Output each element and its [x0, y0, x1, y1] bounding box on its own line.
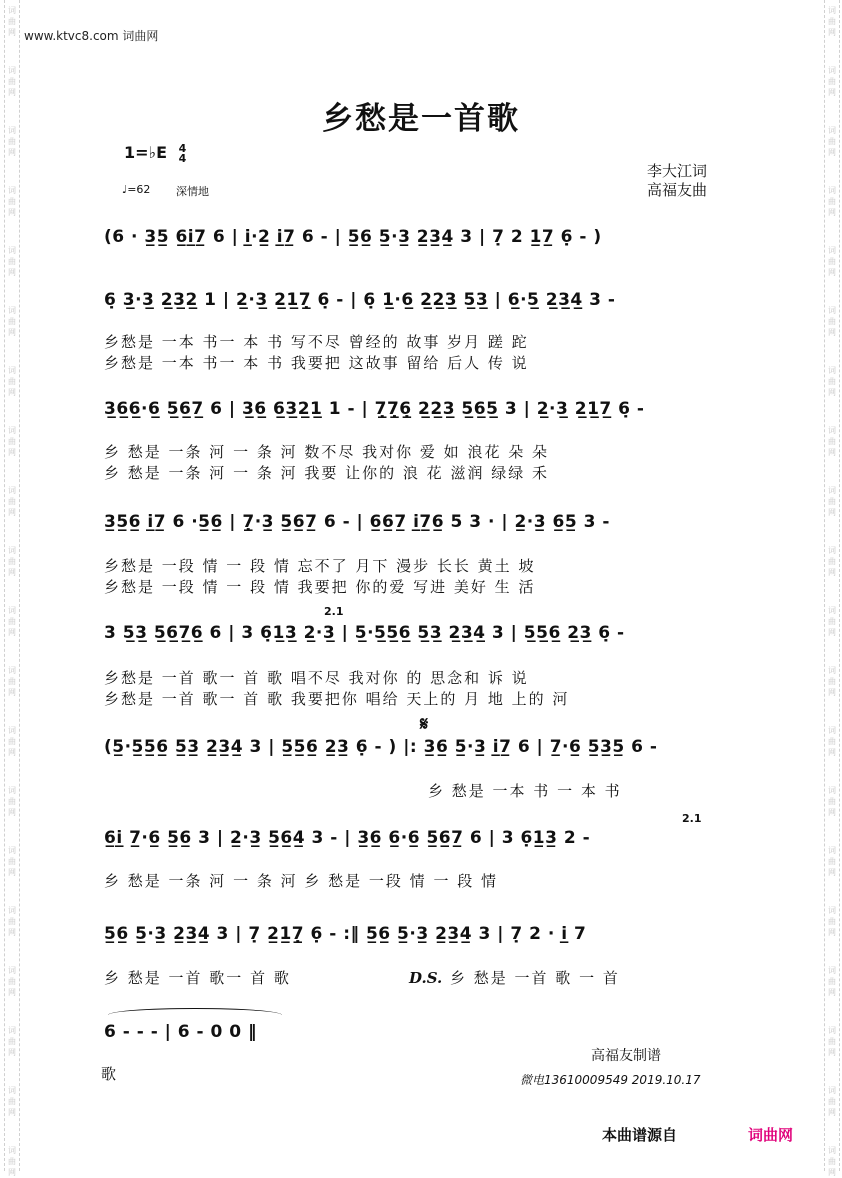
watermark-char: 网: [828, 388, 836, 397]
watermark-char: 网: [828, 1108, 836, 1117]
watermark-char: 曲: [8, 977, 16, 986]
watermark-char: 词: [8, 186, 16, 195]
watermark-char: 词: [828, 966, 836, 975]
watermark-char: 词: [8, 666, 16, 675]
watermark-char: 曲: [828, 1157, 836, 1166]
watermark-char: 网: [8, 748, 16, 757]
watermark-char: 词: [828, 546, 836, 555]
tempo-marking: ♩=62: [122, 183, 151, 196]
watermark-char: 网: [8, 688, 16, 697]
watermark-char: 曲: [828, 377, 836, 386]
watermark-char: 网: [828, 88, 836, 97]
watermark-char: 网: [828, 328, 836, 337]
system-1-notes: (6 · 3̲5̲ 6̲i̲7̲ 6 | i̲·2̲ i̲7̲ 6 - | 5̲6̲ 5̲·3̲ 2̲3̲4̲ 3 | 7̣ 2 1̲7̲ 6̣ - ): [104, 227, 602, 247]
watermark-char: 词: [828, 426, 836, 435]
watermark-char: 网: [828, 628, 836, 637]
watermark-char: 曲: [828, 497, 836, 506]
system-5-notes: 3 5̲3̲ 5̲6̲7̲6̲ 6 | 3 6̣1̲3̲ 2̲·3̲ | 5̲·5̲5̲6̲ 5̲3̲ 2̲3̲4̲ 3 | 5̲5̲6̲ 2̲3̲ 6̣ -: [104, 623, 625, 643]
watermark-char: 词: [828, 66, 836, 75]
watermark-char: 网: [828, 268, 836, 277]
watermark-char: 词: [8, 306, 16, 315]
tie-final: [108, 1008, 282, 1015]
system-7-notes: 6̲i̲ 7̲·6̲ 5̲6̲ 3 | 2̲·3̲ 5̲6̲4̲ 3 - | 3̲6̲ 6̲·6̲ 5̲6̲7̲ 6 | 3 6̣1̲3̲ 2 -: [104, 828, 591, 848]
watermark-char: 曲: [8, 1037, 16, 1046]
watermark-char: 曲: [8, 377, 16, 386]
watermark-char: 网: [8, 1108, 16, 1117]
watermark-char: 曲: [828, 677, 836, 686]
system-6-lyrics: 乡 愁是 一本 书 一 本 书: [428, 782, 622, 800]
watermark-char: 网: [828, 148, 836, 157]
watermark-char: 网: [8, 268, 16, 277]
watermark-char: 网: [8, 328, 16, 337]
watermark-char: 曲: [8, 617, 16, 626]
key-label: 1=♭E: [124, 143, 168, 162]
watermark-char: 曲: [8, 437, 16, 446]
watermark-char: 词: [828, 666, 836, 675]
source-brand-link[interactable]: 词曲网: [748, 1126, 794, 1144]
watermark-char: 曲: [828, 77, 836, 86]
system-9-lyrics: 歌: [101, 1065, 117, 1083]
left-watermark-strip: [4, 0, 20, 1177]
watermark-char: 网: [828, 28, 836, 37]
system-7-lyrics: 乡 愁是 一条 河 一 条 河 乡 愁是 一段 情 一 段 情: [104, 872, 498, 890]
watermark-char: 词: [828, 726, 836, 735]
watermark-char: 词: [8, 606, 16, 615]
watermark-char: 曲: [8, 557, 16, 566]
watermark-char: 网: [8, 868, 16, 877]
watermark-char: 网: [8, 208, 16, 217]
time-signature: [179, 144, 187, 164]
watermark-char: 网: [828, 928, 836, 937]
watermark-char: 曲: [828, 857, 836, 866]
watermark-char: 网: [828, 748, 836, 757]
watermark-char: 曲: [828, 557, 836, 566]
watermark-char: 网: [828, 448, 836, 457]
watermark-char: 网: [8, 28, 16, 37]
system-4-lyrics-verse-2: 乡愁是 一段 情 一 段 情 我要把 你的爱 写进 美好 生 活: [104, 578, 536, 596]
system-5-lyrics-verse-1: 乡愁是 一首 歌一 首 歌 唱不尽 我对你 的 思念和 诉 说: [104, 669, 529, 687]
watermark-char: 曲: [828, 437, 836, 446]
watermark-char: 曲: [8, 257, 16, 266]
watermark-char: 词: [8, 726, 16, 735]
key-signature: [124, 143, 186, 164]
watermark-char: 网: [828, 808, 836, 817]
watermark-char: 曲: [828, 1037, 836, 1046]
watermark-char: 词: [8, 966, 16, 975]
watermark-char: 网: [828, 508, 836, 517]
system-8-notes: 5̲6̲ 5̲·3̲ 2̲3̲4̲ 3 | 7̣ 2̲1̲7̣̲ 6̣ - :‖ 5̲6̲ 5̲·3̲ 2̲3̲4̲ 3 | 7̣ 2 · i̲ 7: [104, 924, 587, 944]
system-8-lyrics-b: 乡 愁是 一首 歌 一 首: [450, 969, 620, 987]
watermark-char: 曲: [828, 137, 836, 146]
contact-and-date: 微电13610009549 2019.10.17: [520, 1073, 701, 1087]
watermark-char: 曲: [8, 677, 16, 686]
watermark-char: 曲: [8, 77, 16, 86]
ending-bracket-1: 2.1: [324, 605, 344, 618]
watermark-char: 网: [8, 388, 16, 397]
watermark-char: 网: [8, 448, 16, 457]
watermark-char: 网: [828, 988, 836, 997]
lyricist: 李大江词: [647, 162, 708, 180]
composer: 高福友曲: [647, 181, 708, 199]
watermark-char: 词: [828, 1146, 836, 1155]
watermark-char: 网: [8, 568, 16, 577]
watermark-char: 词: [8, 1146, 16, 1155]
watermark-char: 词: [8, 246, 16, 255]
system-5-lyrics-verse-2: 乡愁是 一首 歌一 首 歌 我要把你 唱给 天上的 月 地 上的 河: [104, 690, 570, 708]
watermark-char: 曲: [828, 317, 836, 326]
watermark-char: 曲: [828, 917, 836, 926]
right-watermark-strip: [824, 0, 840, 1177]
watermark-char: 曲: [8, 797, 16, 806]
watermark-char: 网: [828, 1048, 836, 1057]
watermark-char: 曲: [8, 317, 16, 326]
watermark-char: 词: [8, 366, 16, 375]
watermark-char: 词: [828, 486, 836, 495]
watermark-char: 词: [8, 426, 16, 435]
watermark-char: 网: [8, 148, 16, 157]
system-2-lyrics-verse-2: 乡愁是 一本 书一 本 书 我要把 这故事 留给 后人 传 说: [104, 354, 529, 372]
watermark-char: 词: [828, 1086, 836, 1095]
credits: [647, 162, 707, 200]
watermark-char: 词: [828, 366, 836, 375]
watermark-char: 曲: [828, 797, 836, 806]
watermark-char: 曲: [8, 737, 16, 746]
system-3-lyrics-verse-2: 乡 愁是 一条 河 一 条 河 我要 让你的 浪 花 滋润 绿绿 禾: [104, 464, 549, 482]
watermark-char: 曲: [828, 17, 836, 26]
watermark-char: 词: [828, 306, 836, 315]
watermark-char: 词: [828, 126, 836, 135]
watermark-char: 词: [828, 6, 836, 15]
system-4-lyrics-verse-1: 乡愁是 一段 情 一 段 情 忘不了 月下 漫步 长长 黄土 坡: [104, 557, 536, 575]
watermark-char: 曲: [8, 197, 16, 206]
watermark-char: 网: [828, 1168, 836, 1177]
watermark-char: 网: [8, 988, 16, 997]
mood-marking: 深情地: [176, 185, 209, 198]
watermark-char: 曲: [8, 917, 16, 926]
watermark-char: 词: [828, 786, 836, 795]
watermark-char: 词: [8, 1026, 16, 1035]
system-3-lyrics-verse-1: 乡 愁是 一条 河 一 条 河 数不尽 我对你 爱 如 浪花 朵 朵: [104, 443, 549, 461]
source-label: 本曲谱源自: [602, 1126, 678, 1144]
watermark-char: 网: [8, 628, 16, 637]
system-2-notes: 6̣ 3̲·3̲ 2̲3̲2̲ 1 | 2̲·3̲ 2̲1̲7̣̲ 6̣ - | 6̣ 1̲·6̲ 2̲2̲3̲ 5̲3̲ | 6̲·5̲ 2̲3̲4̲ 3 -: [104, 290, 616, 310]
watermark-char: 曲: [828, 977, 836, 986]
watermark-char: 词: [828, 1026, 836, 1035]
score-maker: 高福友制谱: [591, 1048, 661, 1064]
system-8-lyrics-a: 乡 愁是 一首 歌一 首 歌: [104, 969, 291, 987]
system-6-notes: (5̲·5̲5̲6̲ 5̲3̲ 2̲3̲4̲ 3 | 5̲5̲6̲ 2̲3̲ 6̣ - ) |: 3̲6̲ 5̲·3̲ i̲7̲ 6 | 7̲·6̲ 5̲3̲5̲ 6 -: [104, 737, 658, 757]
time-sig-bottom: 4: [178, 152, 187, 165]
watermark-char: 词: [828, 606, 836, 615]
watermark-char: 网: [8, 1048, 16, 1057]
watermark-char: 曲: [8, 1157, 16, 1166]
watermark-char: 曲: [828, 1097, 836, 1106]
watermark-char: 网: [828, 568, 836, 577]
watermark-char: 词: [828, 246, 836, 255]
watermark-char: 曲: [828, 197, 836, 206]
watermark-char: 网: [828, 868, 836, 877]
watermark-char: 曲: [8, 857, 16, 866]
watermark-char: 网: [8, 88, 16, 97]
segno-sign: 𝄋: [420, 713, 429, 735]
watermark-char: 词: [8, 1086, 16, 1095]
ending-bracket-2: 2.1: [682, 812, 702, 825]
system-4-notes: 3̲5̲6̲ i̲7̲ 6 ·5̲6̲ | 7̣̲·3̲ 5̲6̲7̲ 6 - | 6̲6̲7̲ i̲7̲6̲ 5 3 · | 2̲·3̲ 6̲5̲ 3 -: [104, 512, 610, 532]
watermark-char: 词: [8, 846, 16, 855]
watermark-char: 词: [8, 66, 16, 75]
watermark-char: 曲: [8, 1097, 16, 1106]
watermark-char: 曲: [828, 617, 836, 626]
watermark-char: 曲: [8, 17, 16, 26]
watermark-char: 词: [8, 6, 16, 15]
watermark-char: 词: [828, 906, 836, 915]
watermark-char: 网: [8, 1168, 16, 1177]
system-2-lyrics-verse-1: 乡愁是 一本 书一 本 书 写不尽 曾经的 故事 岁月 蹉 跎: [104, 333, 529, 351]
watermark-char: 曲: [8, 497, 16, 506]
system-3-notes: 3̲6̲6̲·6̲ 5̲6̲7̲ 6 | 3̲6̲ 6̲3̲2̲1̲ 1 - | 7̣̲7̣̲6̣̲ 2̲2̲3̲ 5̲6̲5̲ 3 | 2̲·3̲ 2̲1̲7̲ 6̣ -: [104, 399, 645, 419]
site-watermark: www.ktvc8.com 词曲网: [24, 29, 159, 43]
watermark-char: 网: [828, 208, 836, 217]
watermark-char: 词: [8, 786, 16, 795]
watermark-char: 网: [828, 688, 836, 697]
song-title: 乡愁是一首歌: [322, 101, 520, 137]
dal-segno-mark: D.S.: [409, 969, 443, 987]
watermark-char: 词: [8, 486, 16, 495]
watermark-char: 网: [8, 928, 16, 937]
watermark-char: 词: [8, 126, 16, 135]
watermark-char: 词: [828, 846, 836, 855]
watermark-char: 词: [828, 186, 836, 195]
watermark-char: 网: [8, 808, 16, 817]
watermark-char: 网: [8, 508, 16, 517]
watermark-char: 曲: [828, 257, 836, 266]
watermark-char: 曲: [8, 137, 16, 146]
watermark-char: 词: [8, 906, 16, 915]
watermark-char: 曲: [828, 737, 836, 746]
watermark-char: 词: [8, 546, 16, 555]
system-9-notes: 6 - - - | 6 - 0 0 ‖: [104, 1022, 258, 1042]
time-sig-top: 4: [178, 142, 187, 155]
